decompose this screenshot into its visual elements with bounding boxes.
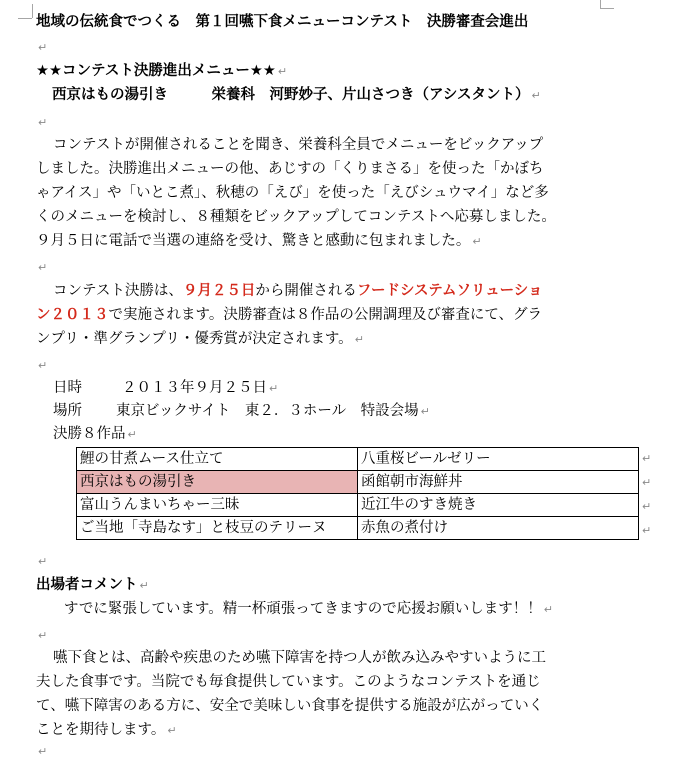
final-date-highlight: ９月２５日 bbox=[182, 283, 256, 299]
table-cell: 近江牛のすき焼き bbox=[358, 494, 639, 517]
table-cell: 富山うんまいちゃー三昧 bbox=[77, 494, 358, 517]
contest-menu-heading: ★★コンテスト決勝進出メニュー★★ ↵ bbox=[36, 63, 288, 79]
paragraph-1-line-5: ９月５日に電話で当選の連絡を受け、驚きと感動に包まれました。 ↵ bbox=[36, 233, 482, 249]
table-cell: 八重桜ビールゼリー bbox=[358, 448, 639, 471]
document-title bbox=[36, 13, 528, 31]
final-works-table bbox=[76, 447, 639, 540]
crop-mark-top-right-h bbox=[600, 8, 614, 9]
event-name-highlight: フードシステムソリューショ bbox=[356, 283, 543, 299]
row-end-mark: ↵ bbox=[642, 500, 652, 513]
paragraph-2-line-3: ンプリ・準グランプリ・優秀賞が決定されます。 ↵ bbox=[36, 331, 364, 347]
entry-line: 西京はもの湯引き 栄養科 河野妙子、片山さつき（アシスタント） ↵ bbox=[52, 87, 541, 103]
row-end-mark: ↵ bbox=[642, 476, 652, 489]
table-cell: ご当地「寺島なす」と枝豆のテリーヌ bbox=[77, 517, 358, 540]
table-cell: 赤魚の煮付け bbox=[358, 517, 639, 540]
comment-text: すでに緊張しています。精一杯頑張ってきますので応援お願いします！！ ↵ bbox=[64, 601, 553, 617]
document-title-text: 地域の伝統食でつくる 第１回嚥下食メニューコンテスト 決勝審査会進出 bbox=[36, 14, 529, 30]
place-value: 東京ビックサイト 東２．３ホール 特設会場 bbox=[116, 403, 419, 419]
paragraph-3-line-4: ことを期待します。 ↵ bbox=[36, 722, 177, 738]
paragraph-1-line-1: コンテストが開催されることを聞き、栄養科全員でメニューをビックアップ bbox=[53, 137, 544, 153]
paragraph-3-line-3: て、嚥下障害のある方に、安全で美味しい食事を提供する施設が広がっていく bbox=[36, 698, 544, 714]
schedule-date: 日時 ２０１３年９月２５日 ↵ bbox=[53, 380, 279, 396]
empty-paragraph: ↵ bbox=[38, 261, 48, 274]
row-end-mark: ↵ bbox=[642, 524, 652, 537]
table-row bbox=[77, 517, 639, 540]
empty-paragraph: ↵ bbox=[38, 359, 48, 372]
empty-paragraph: ↵ bbox=[38, 555, 48, 568]
paragraph-1-line-3: ゃアイス」や「いとこ煮」、秋穂の「えび」を使った「えびシュウマイ」など多 bbox=[36, 185, 549, 201]
crop-mark-top-left-v bbox=[32, 4, 33, 18]
date-label: 日時 bbox=[53, 380, 82, 396]
paragraph-3-line-2: 夫した食事です。当院でも毎食提供しています。このようなコンテストを通じ bbox=[36, 674, 541, 690]
table-row bbox=[77, 471, 639, 494]
place-label: 場所 bbox=[53, 403, 82, 419]
schedule-place: 場所 東京ビックサイト 東２．３ホール 特設会場 ↵ bbox=[53, 403, 430, 419]
paragraph-1-line-4: くのメニューを検討し、８種類をビックアップしてコンテストへ応募しました。 bbox=[36, 209, 556, 225]
empty-paragraph: ↵ bbox=[38, 629, 48, 642]
table-row bbox=[77, 448, 639, 471]
empty-paragraph: ↵ bbox=[38, 745, 48, 758]
empty-paragraph: ↵ bbox=[38, 41, 48, 54]
table-row bbox=[77, 494, 639, 517]
table-cell: 鯉の甘煮ムース仕立て bbox=[77, 448, 358, 471]
comment-heading: 出場者コメント ↵ bbox=[36, 577, 149, 593]
date-value: ２０１３年９月２５日 bbox=[122, 380, 267, 396]
crop-mark-top-right-v bbox=[600, 0, 601, 9]
highlighted-entry-cell: 西京はもの湯引き bbox=[77, 471, 358, 494]
paragraph-1-line-2: しました。決勝進出メニューの他、あじすの「くりまさる」を使った「かぼち bbox=[36, 161, 544, 177]
works-label: 決勝８作品 ↵ bbox=[53, 426, 137, 442]
table-cell: 函館朝市海鮮丼 bbox=[358, 471, 639, 494]
empty-paragraph: ↵ bbox=[38, 116, 48, 129]
row-end-mark: ↵ bbox=[642, 452, 652, 465]
paragraph-2-line-1: コンテスト決勝は、９月２５日から開催されるフードシステムソリューショ bbox=[53, 283, 543, 299]
crop-mark-top-left-h bbox=[18, 18, 32, 19]
paragraph-2-line-2: ン２０１３で実施されます。決勝審査は８作品の公開調理及び審査にて、グラ bbox=[36, 307, 543, 323]
paragraph-3-line-1: 嚥下食とは、高齢や疾患のため嚥下障害を持つ人が飲み込みやすいように工 bbox=[53, 650, 546, 666]
